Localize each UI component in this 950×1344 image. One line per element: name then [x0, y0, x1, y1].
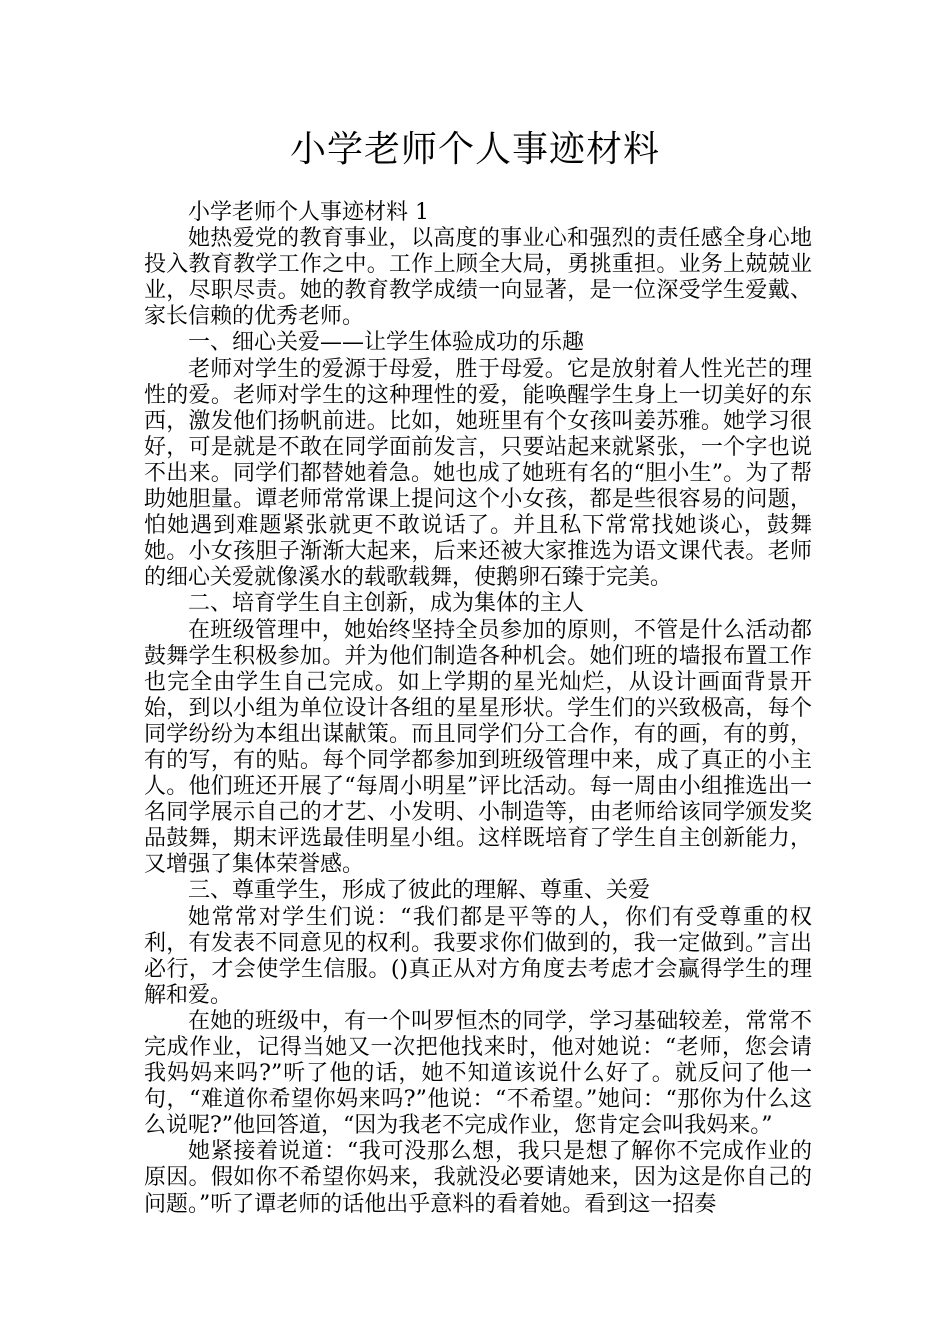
section-subtitle: 小学老师个人事迹材料 1 — [188, 200, 429, 225]
section-heading-3: 三、尊重学生，形成了彼此的理解、尊重、关爱 — [188, 878, 651, 904]
document-body — [144, 200, 812, 1218]
intro-paragraph: 她热爱党的教育事业，以高度的事业心和强烈的责任感全身心地投入教育教学工作之中。工作上顾全大局，勇挑重担。业务上兢兢业业，尽职尽责。她的教育教学成绩一向显著，是一位深受学生爱戴、家长信赖的优秀老师。 — [144, 226, 812, 330]
document-title: 小学老师个人事迹材料 — [289, 129, 660, 170]
body-paragraph: 在她的班级中，有一个叫罗恒杰的同学，学习基础较差，常常不完成作业，记得当她又一次把他找来时，他对她说：“老师，您会请我妈妈来吗?”听了他的话，她不知道该说什么好了。就反问了他一句，“难道你希望你妈来吗?”他说：“不希望。”她问：“那你为什么这么说呢?”他回答道，“因为我老不完成作业，您肯定会叫我妈来。” — [144, 1008, 812, 1139]
section-heading-2: 二、培育学生自主创新，成为集体的主人 — [188, 591, 585, 617]
body-paragraph: 老师对学生的爱源于母爱，胜于母爱。它是放射着人性光芒的理性的爱。老师对学生的这种理性的爱，能唤醒学生身上一切美好的东西，激发他们扬帆前进。比如，她班里有个女孩叫姜苏雅。她学习很好，可是就是不敢在同学面前发言，只要站起来就紧张，一个字也说不出来。同学们都替她着急。她也成了她班有名的“胆小生”。为了帮助她胆量。谭老师常常课上提问这个小女孩，都是些很容易的问题，怕她遇到难题紧张就更不敢说话了。并且私下常常找她谈心，鼓舞她。小女孩胆子渐渐大起来，后来还被大家推选为语文课代表。老师的细心关爱就像溪水的载歌载舞，使鹅卵石臻于完美。 — [144, 356, 812, 591]
body-paragraph: 她紧接着说道：“我可没那么想，我只是想了解你不完成作业的原因。假如你不希望你妈来，我就没必要请她来，因为这是你自己的问题。”听了谭老师的话他出乎意料的看着她。看到这一招奏 — [144, 1139, 812, 1217]
section-heading-1: 一、细心关爱——让学生体验成功的乐趣 — [188, 330, 585, 356]
body-paragraph: 她常常对学生们说：“我们都是平等的人，你们有受尊重的权利，有发表不同意见的权利。我要求你们做到的，我一定做到。”言出必行，才会使学生信服。()真正从对方角度去考虑才会赢得学生的理解和爱。 — [144, 904, 812, 1008]
body-paragraph: 在班级管理中，她始终坚持全员参加的原则，不管是什么活动都鼓舞学生积极参加。并为他们制造各种机会。她们班的墙报布置工作也完全由学生自己完成。如上学期的星光灿烂，从设计画面背景开始，到以小组为单位设计各组的星星形状。学生们的兴致极高，每个同学纷纷为本组出谋献策。而且同学们分工合作，有的画，有的剪，有的写，有的贴。每个同学都参加到班级管理中来，成了真正的小主人。他们班还开展了“每周小明星”评比活动。每一周由小组推选出一名同学展示自己的才艺、小发明、小制造等，由老师给该同学颁发奖品鼓舞，期末评选最佳明星小组。这样既培育了学生自主创新能力，又增强了集体荣誉感。 — [144, 617, 812, 878]
